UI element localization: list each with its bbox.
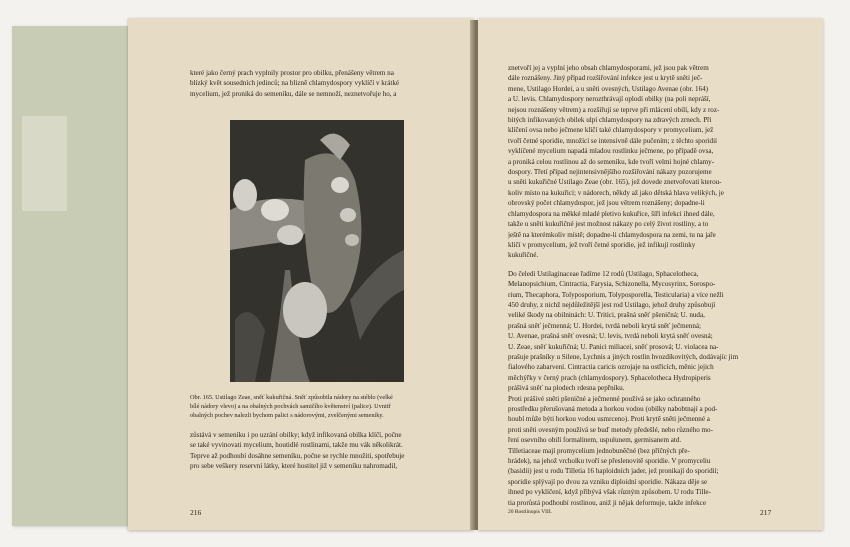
text-line: měchýřky v černý prach (chlamydospory). Sphacelotheca Hydropiperis (508, 373, 711, 382)
text-line: takže u sněti kukuřičné jest možnost nákazy po celý život rostliny, a to (508, 220, 709, 229)
text-line: Tilletiaceae mají promycelium jednobuněčné (bez příčných pře- (508, 446, 690, 455)
text-line: prašná sněť ječmenná; U. Hordei, tvrdá neboli krytá sněť ječmenná; (508, 321, 701, 330)
left-top-text (190, 68, 446, 99)
tape-strip (22, 116, 67, 211)
text-line: u sněti kukuřičné Ustilago Zeae (obr. 165), jež dovede znetvořovati kterou- (508, 178, 722, 187)
right-text-column (508, 63, 778, 508)
text-line: obrovský počet chlamydospor, jež jsou větrem roznášeny; dopadne-li (508, 199, 705, 208)
text-line: ření osevního obilí formalinem, uspulunem, germisanem atd. (508, 436, 682, 445)
text-line: mycelium, jež proniká do semeníku, dále se nemnoží, neznetvořuje ho, a (190, 89, 397, 98)
text-line: Proti prášivé sněti pšeničné a ječmenné používá se jako ochranného (508, 394, 701, 403)
text-line: kukuřičné. (508, 251, 539, 260)
paragraph-2 (508, 269, 778, 394)
text-line: U. Avenae, prašná sněť ovesná; U. levis, tvrdá neboli krytá sněť ovesná; (508, 332, 713, 341)
text-line: klíčí v promycelium, jež tvoří četné sporidie, jež infikují rostlinky (508, 240, 696, 249)
text-line: dále roznášeny. Jiný případ rozšiřování infekce jest u krytě sněti ječ- (508, 74, 703, 83)
text-line: klíčení ovsa nebo ječmene klíčí také chlamydospory v promycelium, jež (508, 126, 714, 135)
page-number-left: 216 (190, 508, 202, 517)
text-line: 450 druhy, z nichž nejdůležitější jest rod Ustilago, jehož druhy způsobují (508, 300, 716, 309)
text-line: ihned po vyklíčení, když přibývá však různým způsobem. U rodu Tille- (508, 488, 711, 497)
text-line: prášivá sněť na plodech rdesna pepřníku. (508, 384, 625, 393)
text-line: blízký květ sousedních jedinců; na blizně chlamydospory vyklíčí v krátké (190, 79, 400, 88)
signature-mark: 20 Rostlinopis VIII. (508, 509, 553, 515)
text-line: se také vyvinovati mycelium, houtidlé rostlinami, takže mu vák několikrát. (190, 441, 403, 450)
text-line: mene, Ustilago Hordei, a u sněti ovesných, Ustilago Avenae (obr. 164) (508, 84, 709, 93)
text-line: tia prorůstá podhoubí rostlinou, aniž ji nějak deformuje, takže infekce (508, 498, 706, 507)
text-line: chlamydospora na měkké mladé pletivo kukuřice, šíří infekci ihned dále, (508, 209, 715, 218)
text-line: bitých infikovaných obilek ulpí chlamydospory na zdravých zrnech. Při (508, 116, 712, 125)
corn-smut-photo (230, 120, 404, 382)
left-page (128, 18, 474, 530)
text-line: a U. levis. Chlamydospory nerozthrávají oplodí obilky (na poli nepráší, (508, 95, 711, 104)
text-line: hrádek), na jehož vrcholku tvoří se přeslenovitě sporidie. V promyceliu (508, 457, 711, 466)
text-line: veliké škody na obilninách: U. Tritici, prašná sněť pšeničná; U. nuda, (508, 311, 705, 320)
page-number-right: 217 (760, 508, 772, 517)
photo-credit: Foto dr F. A. Novák. (335, 375, 377, 380)
text-line: U. Zeae, sněť kukuřičná; U. Panici miliacei, sněť prosová; U. violacea na- (508, 342, 719, 351)
paragraph-4 (508, 446, 778, 508)
text-line: (basidii) jest u rodu Tilletia 16 haploidních jader, jež pronikají do sporidií; (508, 467, 719, 476)
figure-caption (190, 394, 446, 420)
text-line: pro sebe veškery reservní látky, které hostitel již v semeníku nahromadil, (190, 462, 398, 471)
text-line: Do čeledi Ustilaginaceae řadíme 12 rodů (Ustilago, Sphacelotheca, (508, 269, 699, 278)
text-line: koliv místo na kukuřici; v nádorech, někdy až jako dětská hlava velikých, je (508, 188, 724, 197)
caption-line: obalných pochev nalezli bychom palici s nádorovými, zvelčenými semeníky. (190, 411, 384, 419)
text-line: proti sněti ovesným používá se buď metody předešlé, nebo různého mo- (508, 425, 713, 434)
text-line: dospory. Třetí případ nejintensivnějšího rozšiřování nákazy pozorujeme (508, 168, 712, 177)
paragraph-1 (508, 63, 778, 261)
text-line: prašuje prašníky u Silene, Lychnis a jiných rostlin hvozdíkovitých, dodávajíc jim (508, 352, 739, 361)
text-line: ještě na kterémkoliv místě; dopadne-li chlamydospora na zemi, tu na jaře (508, 230, 716, 239)
text-line: vyklíčené mycelium napadá mladou rostlinku ječmene, po případě ovsa, (508, 147, 714, 156)
text-line: nejsou roznášeny větrem) a rozšiřují se teprve při mlácení obilí, kdy z roz- (508, 105, 720, 114)
text-line: zůstává v semeníku i po uzrání obilky; když infikovaná obilka klíčí, počne (190, 431, 402, 439)
text-line: prostředku přerušovaná metoda a horkou vodou (obilky nabobtnají a pod- (508, 405, 718, 413)
right-page (478, 18, 823, 530)
paragraph-3 (508, 394, 778, 446)
text-line: tvoří četné sporidie, množící se intensivně dále pučením; z těchto sporidií (508, 136, 718, 145)
text-line: které jako černý prach vyplnily prostor pro obilku, přenášeny větrem na (190, 69, 394, 77)
text-line: houbí může býti horkou vodou usmrceno). Proti krytě sněti ječmenné a (508, 415, 710, 424)
text-line: rium, Thecaphora, Tolyposporium, Tolyposporella, Testicularia) a více nežli (508, 290, 724, 299)
text-line: Melanopsichium, Cintractia, Farysia, Schizonella, Mycosyrinx, Sorospo- (508, 280, 716, 289)
text-line: sporidie splývají po dvou za vzniku diploidní sporidie. Nákaza děje se (508, 477, 708, 486)
caption-line: Obr. 165. Ustilago Zeae, sněť kukuřičná. Sněť způsobila nádory na stéblo (velké (190, 394, 393, 401)
text-line: znetvoří jej a vyplní jeho obsah chlamydosporami, jež jsou pak větrem (508, 64, 709, 72)
photo-illustration (230, 120, 404, 382)
left-bottom-text (190, 430, 446, 472)
text-line: a proniká celou rostlinou až do semeníku, kde tvoří velmi hojné chlamy- (508, 157, 715, 166)
text-line: fialového zabarvení. Cintractia caricis ozrojaje na ostřicích, měnic jejich (508, 363, 714, 372)
caption-line: bílé nádory vlevo) a na obalných pochvách samičího květenství (palice). Uvnitř (190, 402, 391, 410)
text-line: Teprve až podhoubí dosáhne semeníku, počne se rychle množiti, spotřebuje (190, 451, 405, 460)
